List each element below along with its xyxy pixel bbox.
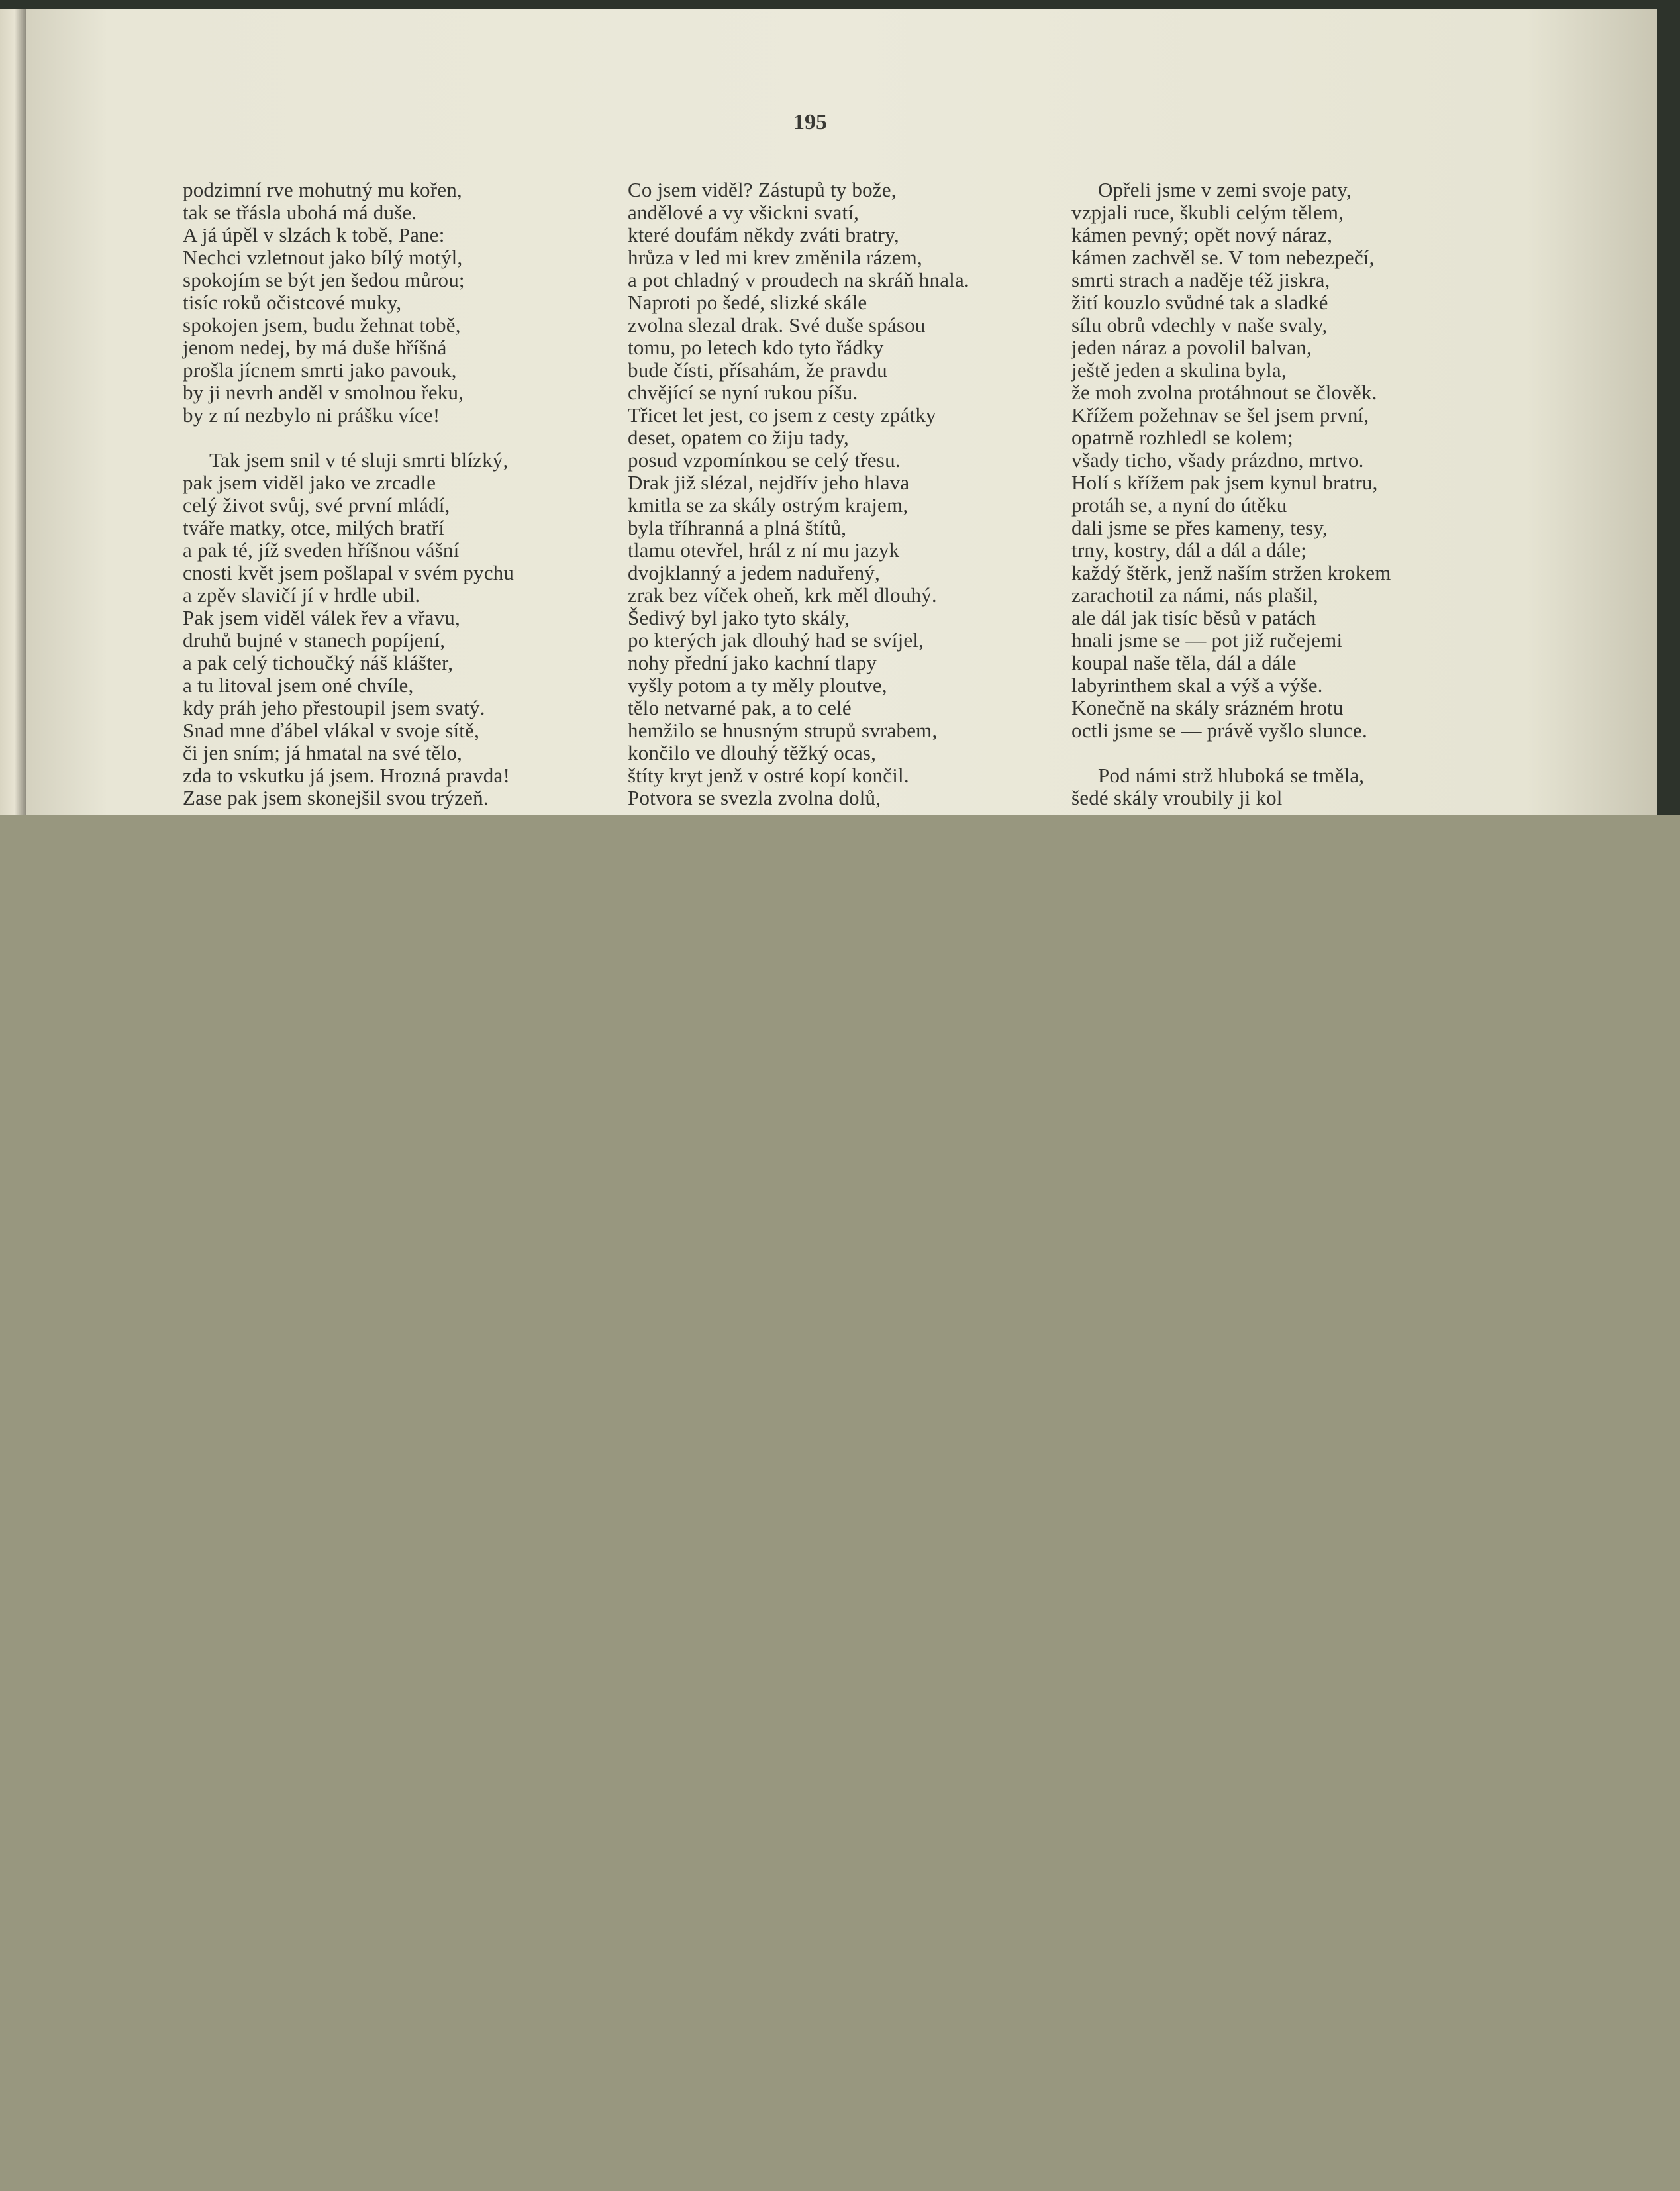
verse-line: šedé skály vroubily ji kol — [1071, 786, 1283, 809]
stanza-gap — [183, 427, 514, 449]
verse-line: jeden náraz a povolil balvan, — [1071, 336, 1312, 359]
verse-line: Naproti po šedé, slizké skále — [628, 291, 867, 314]
verse-line: zvolna slezal drak. Své duše spásou — [628, 313, 926, 336]
verse-line: hrůza v led mi krev změnila rázem, — [628, 246, 922, 269]
verse-line: spokojen jsem, budu žehnat tobě, — [183, 313, 461, 336]
verse-line: štíty kryt jenž v ostré kopí končil. — [628, 764, 909, 787]
verse-line: ale dál jak tisíc běsů v patách — [1071, 606, 1316, 629]
verse-line: Co jsem viděl? Zástupů ty bože, — [628, 178, 897, 201]
verse-line: byla tříhranná a plná štítů, — [628, 516, 847, 539]
verse-line: druhů bujné v stanech popíjení, — [183, 629, 446, 652]
verse-line: dvojklanný a jedem naduřený, — [628, 561, 880, 584]
verse-line: tisíc roků očistcové muky, — [183, 291, 402, 314]
verse-line: kámen zachvěl se. V tom nebezpečí, — [1071, 246, 1375, 269]
verse-line: pak jsem viděl jako ve zrcadle — [183, 471, 436, 494]
verse-line: Konečně na skály srázném hrotu — [1071, 696, 1344, 719]
verse-line: Opřeli jsme v zemi svoje paty, — [1098, 178, 1352, 201]
verse-line: dali jsme se přes kameny, tesy, — [1071, 516, 1328, 539]
verse-line: kámen pevný; opět nový náraz, — [1071, 223, 1333, 246]
verse-line: vzpjali ruce, škubli celým tělem, — [1071, 201, 1344, 224]
verse-line: zda to vskutku já jsem. Hrozná pravda! — [183, 764, 510, 787]
verse-line: žití kouzlo svůdné tak a sladké — [1071, 291, 1328, 314]
verse-line: trny, kostry, dál a dál a dále; — [1071, 538, 1307, 562]
verse-line: či jen sním; já hmatal na své tělo, — [183, 741, 462, 764]
verse-line: chvějící se nyní rukou píšu. — [628, 381, 858, 404]
verse-line: Snad mne ďábel vlákal v svoje sítě, — [183, 719, 480, 742]
verse-line: a pak té, jíž sveden hříšnou vášní — [183, 538, 460, 562]
verse-line: že moh zvolna protáhnout se člověk. — [1071, 381, 1377, 404]
stanza-gap — [1071, 742, 1391, 764]
verse-line: tváře matky, otce, milých bratří — [183, 516, 445, 539]
verse-line: A já úpěl v slzách k tobě, Pane: — [183, 223, 445, 246]
verse-line: tak se třásla ubohá má duše. — [183, 201, 417, 224]
verse-line: octli jsme se — právě vyšlo slunce. — [1071, 719, 1367, 742]
verse-line: a tu litoval jsem oné chvíle, — [183, 674, 414, 697]
verse-line: sílu obrů vdechly v naše svaly, — [1071, 313, 1328, 336]
verse-line: každý štěrk, jenž naším stržen krokem — [1071, 561, 1391, 584]
verse-line: kmitla se za skály ostrým krajem, — [628, 493, 909, 517]
page-number: 195 — [793, 110, 827, 134]
verse-line: Tak jsem snil v té sluji smrti blízký, — [209, 448, 509, 472]
verse-line: tělo netvarné pak, a to celé — [628, 696, 852, 719]
verse-line: vyšly potom a ty měly ploutve, — [628, 674, 887, 697]
verse-line: Šedivý byl jako tyto skály, — [628, 606, 850, 629]
text-column-2 — [628, 179, 969, 809]
verse-line: a pot chladný v proudech na skráň hnala. — [628, 268, 969, 291]
previous-page-edge — [0, 9, 26, 815]
verse-line: jenom nedej, by má duše hříšná — [183, 336, 447, 359]
verse-line: by ji nevrh anděl v smolnou řeku, — [183, 381, 464, 404]
verse-line: zarachotil za námi, nás plašil, — [1071, 584, 1318, 607]
verse-line: spokojím se být jen šedou můrou; — [183, 268, 465, 291]
text-column-3 — [1071, 179, 1391, 809]
verse-line: koupal naše těla, dál a dále — [1071, 651, 1297, 674]
verse-line: deset, opatem co žiju tady, — [628, 426, 849, 449]
verse-line: Drak již slézal, nejdřív jeho hlava — [628, 471, 910, 494]
verse-line: podzimní rve mohutný mu kořen, — [183, 178, 462, 201]
verse-line: prošla jícnem smrti jako pavouk, — [183, 358, 457, 382]
verse-line: labyrinthem skal a výš a výše. — [1071, 674, 1323, 697]
verse-line: hnali jsme se — pot již ručejemi — [1071, 629, 1343, 652]
verse-line: by z ní nezbylo ni prášku více! — [183, 403, 440, 427]
verse-line: celý život svůj, své první mládí, — [183, 493, 450, 517]
verse-line: smrti strach a naděje též jiskra, — [1071, 268, 1330, 291]
text-column-1 — [183, 179, 514, 809]
verse-line: hemžilo se hnusným strupů svrabem, — [628, 719, 938, 742]
verse-line: Nechci vzletnout jako bílý motýl, — [183, 246, 463, 269]
verse-line: kdy práh jeho přestoupil jsem svatý. — [183, 696, 485, 719]
verse-line: tlamu otevřel, hrál z ní mu jazyk — [628, 538, 900, 562]
verse-line: nohy přední jako kachní tlapy — [628, 651, 877, 674]
verse-line: a pak celý tichoučký náš klášter, — [183, 651, 454, 674]
verse-line: a zpěv slavičí jí v hrdle ubil. — [183, 584, 420, 607]
verse-line: zrak bez víček oheň, krk měl dlouhý. — [628, 584, 937, 607]
verse-line: Třicet let jest, co jsem z cesty zpátky — [628, 403, 936, 427]
verse-line: cnosti květ jsem pošlapal v svém pychu — [183, 561, 515, 584]
verse-line: všady ticho, všady prázdno, mrtvo. — [1071, 448, 1364, 472]
scan-cutoff-area — [0, 815, 1680, 2191]
verse-line: Pak jsem viděl válek řev a vřavu, — [183, 606, 460, 629]
verse-line: končilo ve dlouhý těžký ocas, — [628, 741, 877, 764]
verse-line: Holí s křížem pak jsem kynul bratru, — [1071, 471, 1378, 494]
verse-line: posud vzpomínkou se celý třesu. — [628, 448, 901, 472]
verse-line: Křížem požehnav se šel jsem první, — [1071, 403, 1369, 427]
verse-line: opatrně rozhledl se kolem; — [1071, 426, 1293, 449]
book-page — [26, 9, 1657, 815]
verse-line: které doufám někdy zváti bratry, — [628, 223, 899, 246]
verse-line: protáh se, a nyní do útěku — [1071, 493, 1287, 517]
verse-line: Zase pak jsem skonejšil svou trýzeň. — [183, 786, 489, 809]
verse-line: tomu, po letech kdo tyto řádky — [628, 336, 884, 359]
verse-line: po kterých jak dlouhý had se svíjel, — [628, 629, 924, 652]
verse-line: Pod námi strž hluboká se tměla, — [1098, 764, 1365, 787]
verse-line: bude čísti, přísahám, že pravdu — [628, 358, 887, 382]
verse-line: andělové a vy všickni svatí, — [628, 201, 860, 224]
verse-line: ještě jeden a skulina byla, — [1071, 358, 1287, 382]
verse-line: Potvora se svezla zvolna dolů, — [628, 786, 881, 809]
